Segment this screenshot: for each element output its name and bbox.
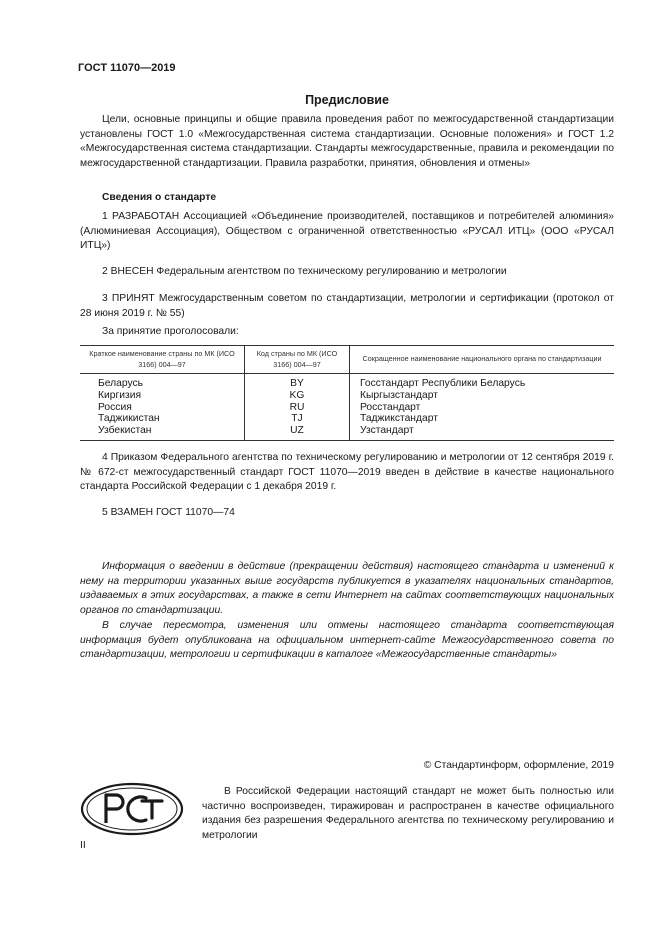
standards-body: Госстандарт Республики Беларусь <box>350 374 615 390</box>
country-code: KG <box>245 390 350 402</box>
intro-paragraph: Цели, основные принципы и общие правила проведения работ по межгосударственной стандартизации установлены ГОСТ 1.0 «Межгосударственная система стандартизации. Основные положения» и ГОСТ 1.2 «Межгосударственная система стандартизации. Стандарты межгосударственные, правила и рекомендации по межгосударственной стандартизации. Правила разработки, принятия, обновления и отмены» <box>80 114 614 169</box>
country-code: BY <box>245 374 350 390</box>
table-row <box>80 402 614 414</box>
voting-table <box>80 345 614 441</box>
table-row <box>80 425 614 440</box>
item-4-order: 4 Приказом Федерального агентства по техническому регулированию и метрологии от 12 сентября 2019 г. № 672-ст межгосударственный стандарт ГОСТ 11070—2019 введен в действие в качестве национального стандарта Российской Федерации с 1 декабря 2019 г. <box>80 452 614 493</box>
table-header-row <box>80 346 614 374</box>
document-code-header: ГОСТ 11070—2019 <box>78 62 176 74</box>
country-name: Беларусь <box>98 378 144 389</box>
page-number: II <box>80 840 86 851</box>
header-country-code: Код страны по МК (ИСО 3166) 004—97 <box>245 346 350 374</box>
country-name: Узбекистан <box>80 425 245 440</box>
section-heading: Сведения о стандарте <box>102 192 217 203</box>
page-title: Предисловие <box>305 93 389 107</box>
standards-body: Росстандарт <box>350 402 615 414</box>
standards-body: Таджикстандарт <box>350 413 615 425</box>
vote-intro: За принятие проголосовали: <box>102 326 239 337</box>
country-code: TJ <box>245 413 350 425</box>
copyright-notice: © Стандартинформ, оформление, 2019 <box>423 760 614 771</box>
rst-certification-mark-icon <box>80 782 184 841</box>
info-paragraph-1: Информация о введении в действие (прекращении действия) настоящего стандарта и изменений к нему на территории указанных выше государств публикуется в указателях национальных стандартов, издаваемых в этих государствах, а также в сети Интернет на сайтах соответствующих национальных органов по стандартизации. <box>80 561 614 616</box>
table-row <box>80 413 614 425</box>
country-code: UZ <box>245 425 350 440</box>
legal-notice: В Российской Федерации настоящий стандарт не может быть полностью или частично воспроизведен, тиражирован и распространен в качестве официального издания без разрешения Федерального агентства по техническому регулированию и метрологии <box>202 786 614 841</box>
table-row <box>80 390 614 402</box>
standards-body: Узстандарт <box>350 425 615 440</box>
country-code: RU <box>245 402 350 414</box>
header-standards-body: Сокращенное наименование национального органа по стандартизации <box>350 346 615 374</box>
country-name: Россия <box>98 401 132 413</box>
header-country-name: Краткое наименование страны по МК (ИСО 3166) 004—97 <box>80 346 245 374</box>
standards-body: Кыргызстандарт <box>350 390 615 402</box>
item-1-developed: 1 РАЗРАБОТАН Ассоциацией «Объединение производителей, поставщиков и потребителей алюминия» (Алюминиевая Ассоциация), Обществом с ограниченной ответственностью «РУСАЛ ИТЦ» (ООО «РУСАЛ ИТЦ») <box>80 211 614 252</box>
item-2-introduced: 2 ВНЕСЕН Федеральным агентством по техническому регулированию и метрологии <box>102 266 507 277</box>
country-name: Таджикистан <box>98 413 160 425</box>
item-3-adopted: 3 ПРИНЯТ Межгосударственным советом по стандартизации, метрологии и сертификации (протокол от 28 июня 2019 г. № 55) <box>80 293 614 319</box>
table-row <box>80 374 614 390</box>
item-5-replaces: 5 ВЗАМЕН ГОСТ 11070—74 <box>102 507 235 518</box>
country-name: Киргизия <box>98 389 142 401</box>
info-paragraph-2: В случае пересмотра, изменения или отмены настоящего стандарта соответствующая информация будет опубликована на официальном интернет-сайте Межгосударственного совета по стандартизации, метрологии и сертификации в каталоге «Межгосударственные стандарты» <box>80 620 614 661</box>
